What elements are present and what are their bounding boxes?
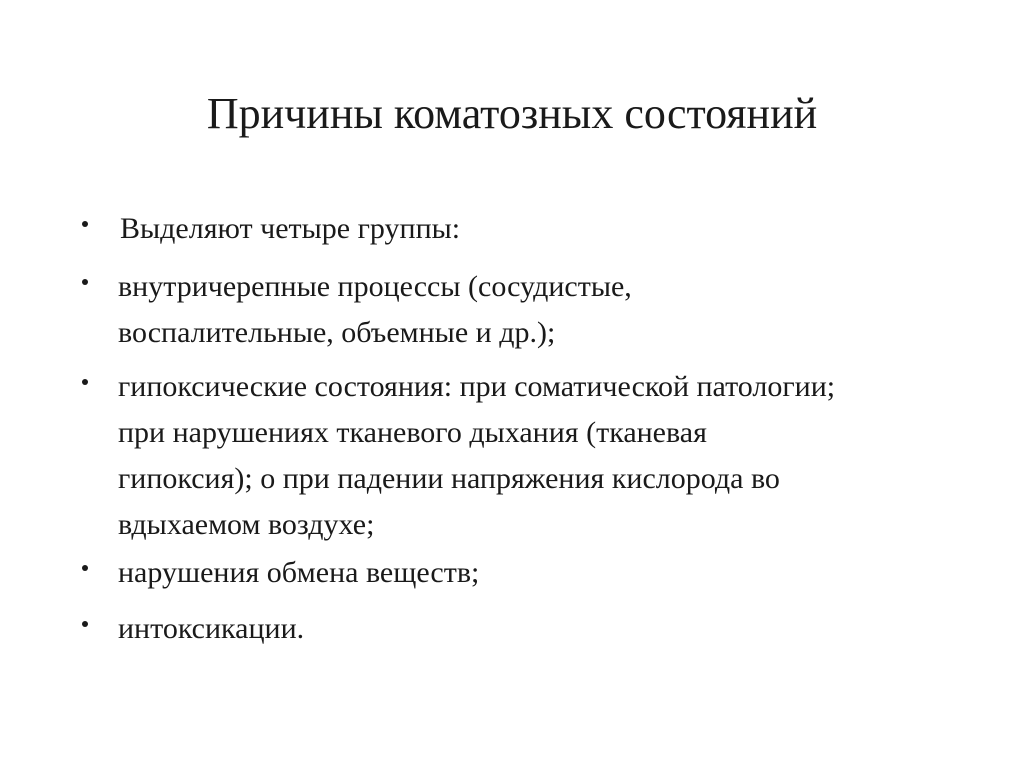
bullet-text: гипоксические состояния: при соматической патологии; при нарушениях тканевого дыхания (тканевая гипоксия); о при падении напряжения кислорода во вдыхаемом воздухе; bbox=[118, 370, 836, 541]
bullet-dot-icon bbox=[82, 221, 88, 227]
bullet-dot-icon bbox=[82, 565, 88, 571]
bullet-text: Выделяют четыре группы: bbox=[120, 212, 461, 245]
slide-title: Причины коматозных состояний bbox=[206, 89, 818, 138]
bullet-dot-icon bbox=[82, 279, 88, 285]
bullet-text: нарушения обмена веществ; bbox=[118, 556, 480, 589]
bullet-dot-icon bbox=[82, 379, 88, 385]
bullet-text: внутричерепные процессы (сосудистые, воспалительные, объемные и др.); bbox=[118, 270, 632, 349]
bullet-dot-icon bbox=[82, 621, 88, 627]
bullet-text: интоксикации. bbox=[118, 612, 305, 645]
